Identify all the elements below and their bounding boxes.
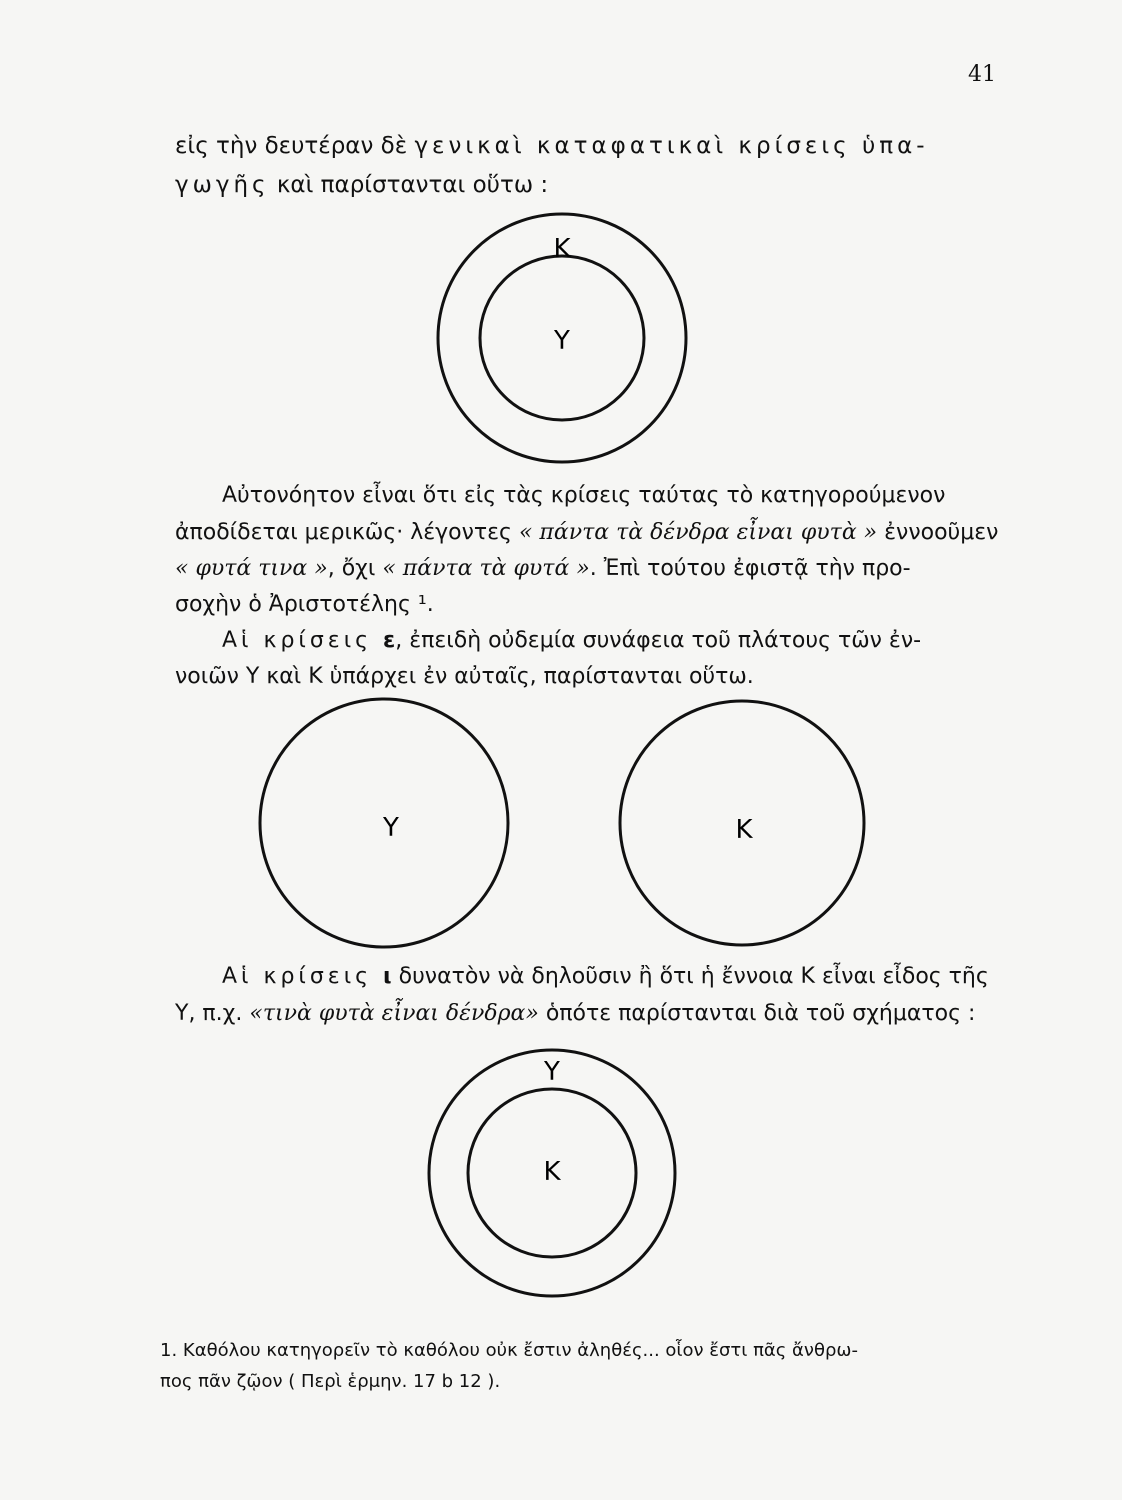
para3-line1-spaced: Αἱ κρίσεις xyxy=(222,628,384,653)
right-circle-label: Κ xyxy=(735,815,753,845)
left-circle-label: Υ xyxy=(383,813,399,843)
para4-line2 xyxy=(175,1001,975,1026)
outer-circle-y xyxy=(429,1050,675,1296)
inner-circle-label-k: Κ xyxy=(543,1157,561,1187)
para2-line2-quote: « πάντα τὰ δένδρα εἶναι φυτὰ » xyxy=(518,520,878,545)
para3-line1-text: , ἐπειδὴ οὐδεμία συνάφεια τοῦ πλάτους τῶν ἐν- xyxy=(395,628,922,653)
right-circle-k xyxy=(620,701,864,945)
para4-line1 xyxy=(222,964,989,989)
para2-line4: σοχὴν ὁ Ἀριστοτέλης ¹. xyxy=(175,592,434,617)
para4-line1-letter: ι xyxy=(383,964,392,989)
page-number: 41 xyxy=(968,62,996,87)
inner-circle-k xyxy=(468,1089,636,1257)
para1-line1-text: εἰς τὴν δευτέραν δὲ xyxy=(175,133,415,159)
outer-circle-k xyxy=(438,214,686,462)
footnote-line1: 1. Καθόλου κατηγορεῖν τὸ καθόλου οὐκ ἔστιν ἀληθές... οἷον ἔστι πᾶς ἄνθρω- xyxy=(160,1340,858,1361)
para3-line1-letter: ε xyxy=(383,628,396,653)
para4-line2-quote: «τινὰ φυτὰ εἶναι δένδρα» xyxy=(249,1001,539,1026)
para1-line1-spaced: γενικαὶ καταφατικαὶ κρίσεις ὑπα- xyxy=(414,133,929,159)
para2-line2-text: ἀποδίδεται μερικῶς· λέγοντες xyxy=(175,520,519,545)
para1-line2-spaced: γωγῆς xyxy=(175,172,270,198)
para2-line3-quote2: « πάντα τὰ φυτά » xyxy=(382,556,590,581)
para4-line2-end: ὁπότε παρίστανται διὰ τοῦ σχήματος : xyxy=(538,1001,976,1026)
outer-circle-label-y: Υ xyxy=(544,1057,560,1087)
para2-line3-quote1: « φυτά τινα » xyxy=(175,556,328,581)
para4-line2-text: Υ, π.χ. xyxy=(175,1001,250,1026)
footnote-line2: πος πᾶν ζῷον ( Περὶ ἑρμην. 17 b 12 ). xyxy=(160,1371,501,1392)
para3-line2: νοιῶν Υ καὶ Κ ὑπάρχει ἐν αὐταῖς, παρίστανται οὕτω. xyxy=(175,664,754,689)
left-circle-y xyxy=(260,699,508,947)
para2-line2-end: ἐννοοῦμεν xyxy=(877,520,999,545)
outer-circle-label: Κ xyxy=(553,234,571,264)
para2-line3-text: , ὄχι xyxy=(327,556,383,581)
para1-line1 xyxy=(175,133,929,159)
para3-line1 xyxy=(222,628,921,653)
para2-line2 xyxy=(175,520,998,545)
inner-circle-y xyxy=(480,256,644,420)
inner-circle-label: Υ xyxy=(554,326,570,356)
para2-line3-end: . Ἐπὶ τούτου ἐφιστᾷ τὴν προ- xyxy=(589,556,911,581)
para2-line3 xyxy=(175,556,911,581)
para2-line1: Αὐτονόητον εἶναι ὅτι εἰς τὰς κρίσεις ταύτας τὸ κατηγορούμενον xyxy=(222,483,946,508)
para1-line2 xyxy=(175,172,548,198)
para4-line1-text: δυνατὸν νὰ δηλοῦσιν ἢ ὅτι ἡ ἔννοια Κ εἶναι εἶδος τῆς xyxy=(391,964,989,989)
para1-line2-text: καὶ παρίστανται οὕτω : xyxy=(269,172,549,198)
para4-line1-spaced: Αἱ κρίσεις xyxy=(222,964,384,989)
